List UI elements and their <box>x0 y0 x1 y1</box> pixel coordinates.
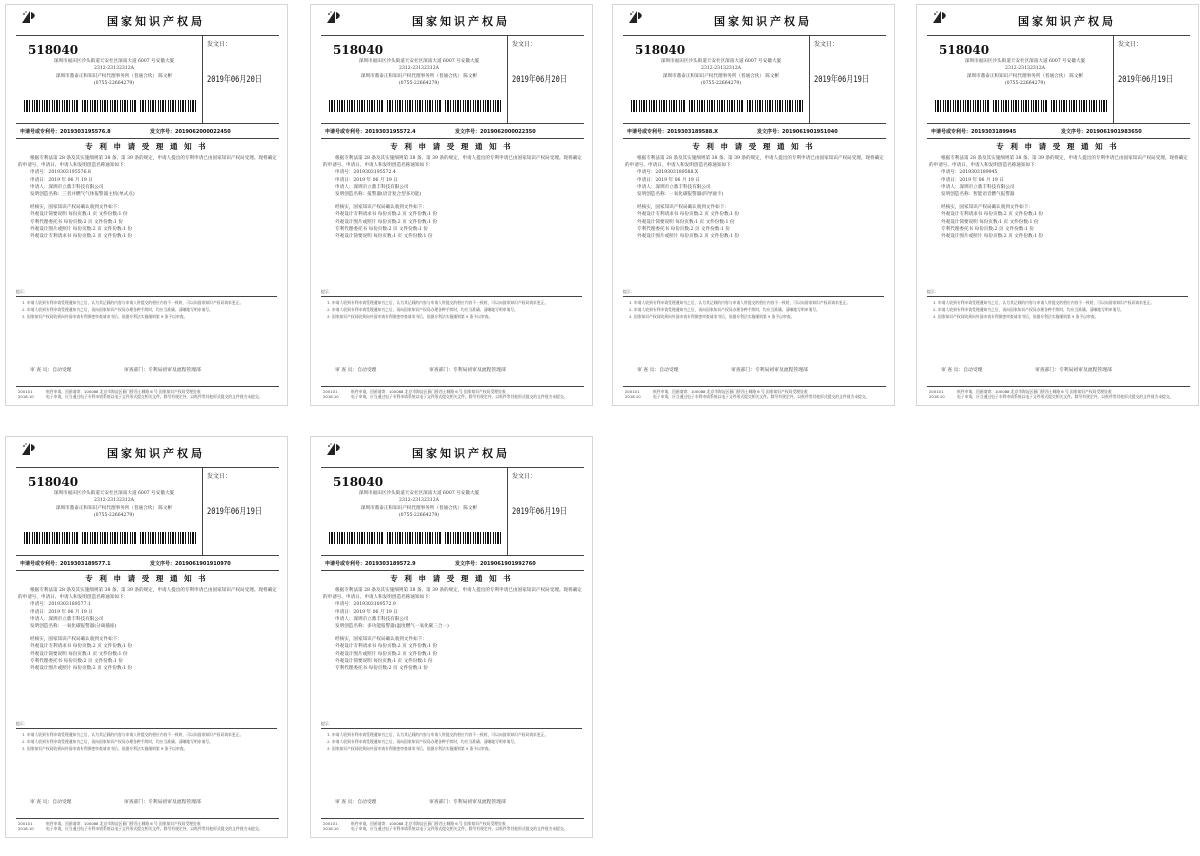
barcode <box>387 532 441 544</box>
tip-item: 3. 国家知识产权局收到向外国申请专利保密审查请求书后，依据专利法实施细则第 9 条予以审查。 <box>933 314 1099 319</box>
tip-item: 1. 申请人收到专利申请受理通知书之后，认为其记载的内容与申请人所提交的相应内容不一致时，可以向国家知识产权局请求更正。 <box>933 300 1155 305</box>
address-line: 深圳市福田区沙头街道天安社区深南大道 6007 号安徽大厦 <box>358 59 480 64</box>
address-line: 深圳市福田区沙头街道天安社区深南大道 6007 号安徽大厦 <box>964 59 1086 64</box>
reviewer: 审 查 员：自动受理 <box>941 368 983 373</box>
meta-bottom-divider <box>623 138 886 139</box>
address-line: 2312-23132312A <box>399 66 439 72</box>
application-meta <box>16 556 279 570</box>
review-department: 审查部门：专利局初审及流程管理部 <box>429 800 506 805</box>
notice-body <box>323 155 582 240</box>
review-department: 审查部门：专利局初审及流程管理部 <box>124 800 201 805</box>
serial-number-field: 发文序号：2019061901910970 <box>150 561 231 567</box>
footer-divider <box>927 386 1190 387</box>
meta-bottom-divider <box>927 138 1190 139</box>
meta-bottom-divider <box>16 570 279 571</box>
application-number-line: 申请号：2019303189588.X <box>637 170 699 176</box>
received-files-heading: 经核实，国家知识产权局确认收到文件如下： <box>335 637 427 643</box>
received-files-heading: 经核实，国家知识产权局确认收到文件如下： <box>941 205 1033 211</box>
application-number-field: 申请号或专利号：2019303195576.8 <box>20 129 111 135</box>
issue-date-label: 发文日： <box>207 473 232 480</box>
recipient-address <box>30 490 198 520</box>
issue-date-label: 发文日： <box>1118 41 1143 48</box>
received-file-item: 专利代理委托书 每份页数:2 页 文件份数:1 份 <box>30 219 123 225</box>
barcode <box>1051 100 1109 112</box>
tip-item: 2. 申请人收到专利申请受理通知书之后，再向国家知识产权局办理各种手续时，均应当准确、清晰地写明申请号。 <box>22 739 213 744</box>
review-department: 审查部门：专利局初审及流程管理部 <box>731 368 808 373</box>
notice-title: 专 利 申 请 受 理 通 知 书 <box>390 574 513 583</box>
reviewer: 审 查 员：自动受理 <box>30 800 72 805</box>
form-code: 200101 2018.10 <box>323 821 339 831</box>
received-files-heading: 经核实，国家知识产权局确认收到文件如下： <box>30 637 122 643</box>
footer-mailing-info: 纸件申请，回函请寄：100088 北京市海淀区蓟门桥西土城路 6 号 国家知识产权局受理处收 电子申请，应当通过电子专利申请系统以电子文件形式提交相关文件。除另有规定外，以纸件等其他形式提交的文件视为未提交。 <box>46 821 263 831</box>
barcode <box>329 532 383 544</box>
tip-item: 1. 申请人收到专利申请受理通知书之后，认为其记载的内容与申请人所提交的相应内容不一致时，可以向国家知识产权局请求更正。 <box>629 300 851 305</box>
patent-acceptance-notice <box>612 4 895 406</box>
address-line: 深圳市鼎泰正和知识产权代理事务所（普通合伙） 陈文彬 <box>662 73 780 79</box>
recipient-address <box>335 490 503 520</box>
notice-body <box>929 155 1188 240</box>
footer-divider <box>16 818 279 819</box>
application-meta <box>16 124 279 138</box>
notice-tips <box>321 288 582 320</box>
serial-number: 2019061901983650 <box>1086 129 1142 135</box>
application-number-line: 申请号：2019303189572.9 <box>335 602 396 608</box>
footer-mailing-info: 纸件申请，回函请寄：100088 北京市海淀区蓟门桥西土城路 6 号 国家知识产权局受理处收 电子申请，应当通过电子专利申请系统以电子文件形式提交相关文件。除另有规定外，以纸件等其他形式提交的文件视为未提交。 <box>653 389 870 399</box>
barcode <box>445 532 503 544</box>
form-code: 200101 2018.10 <box>323 389 339 399</box>
postcode: 518040 <box>28 43 79 57</box>
postcode: 518040 <box>635 43 686 57</box>
tip-item: 3. 国家知识产权局收到向外国申请专利保密审查请求书后，依据专利法实施细则第 9 条予以审查。 <box>22 746 188 751</box>
application-date-line: 申请日：2019 年 06 月 19 日 <box>30 177 93 183</box>
tips-title: 提示： <box>321 721 333 726</box>
address-line: (0755-22664279) <box>93 513 135 519</box>
received-file-item: 外观设计专利请求书 每份页数:2 页 文件份数:1 份 <box>30 234 133 240</box>
serial-number: 2019062000022450 <box>175 129 231 135</box>
serial-number-field: 发文序号：2019061901983650 <box>1061 129 1142 135</box>
barcode <box>82 100 136 112</box>
received-file-item: 专利代理委托书 每份页数:2 页 文件份数:1 份 <box>30 658 123 664</box>
received-file-item: 外观设计简要说明 每份页数:1 页 文件份数:1 份 <box>335 658 433 664</box>
notice-body <box>323 587 582 672</box>
notice-tips <box>927 288 1188 320</box>
received-file-item: 外观设计简要说明 每份页数:1 页 文件份数:1 份 <box>941 219 1039 225</box>
issue-date-label: 发文日： <box>207 41 232 48</box>
tips-title: 提示： <box>927 289 939 294</box>
cnipa-logo-icon <box>325 441 345 459</box>
tip-item: 3. 国家知识产权局收到向外国申请专利保密审查请求书后，依据专利法实施细则第 9 条予以审查。 <box>629 314 795 319</box>
footer-mailing-info: 纸件申请，回函请寄：100088 北京市海淀区蓟门桥西土城路 6 号 国家知识产权局受理处收 电子申请，应当通过电子专利申请系统以电子文件形式提交相关文件。除另有规定外，以纸件等其他形式提交的文件视为未提交。 <box>351 821 568 831</box>
applicant-line: 申请人：深圳市立鼎丰科技有限公司 <box>637 184 711 190</box>
barcode <box>993 100 1047 112</box>
address-line: 深圳市福田区沙头街道天安社区深南大道 6007 号安徽大厦 <box>53 491 175 496</box>
notice-tips <box>623 288 884 320</box>
serial-number: 2019061901910970 <box>175 561 231 567</box>
address-line: 深圳市福田区沙头街道天安社区深南大道 6007 号安徽大厦 <box>53 59 175 64</box>
barcode <box>747 100 805 112</box>
bureau-title: 国家知识产权局 <box>714 15 812 28</box>
review-department: 审查部门：专利局初审及流程管理部 <box>1035 368 1112 373</box>
invention-name-line: 发明创造名称：多功能报警器(温度燃气一氧化碳三合一) <box>335 624 449 630</box>
application-number: 2019303189577.1 <box>60 561 111 567</box>
barcode-row <box>329 532 505 544</box>
application-date-line: 申请日：2019 年 06 月 19 日 <box>637 177 700 183</box>
application-number-field: 申请号或专利号：2019303189572.9 <box>325 561 416 567</box>
intro-paragraph: 根据专利法第 28 条及其实施细则第 38 条、第 39 条的规定，申请人提出的专利申请已由国家知识产权局受理。现将确定的申请号、申请日、申请人和发明创造名称通知如下： <box>929 156 1188 169</box>
received-file-item: 外观设计专利请求书 每份页数:2 页 文件份数:1 份 <box>335 644 438 650</box>
received-file-item: 外观设计简要说明 每份页数:1 页 文件份数:1 份 <box>637 219 735 225</box>
footer-divider <box>16 386 279 387</box>
invention-name-line: 发明创造名称：智能语音燃气报警器 <box>941 192 1015 198</box>
invention-name-line: 发明创造名称：报警器(语音复合型多功能) <box>335 192 422 198</box>
issue-date: 2019年06月20日 <box>512 75 567 85</box>
application-number-line: 申请号：2019303189577.1 <box>30 602 91 608</box>
received-file-item: 专利代理委托书 每份页数:2 页 文件份数:1 份 <box>637 226 730 232</box>
serial-number-field: 发文序号：2019062000022450 <box>150 129 231 135</box>
serial-number-field: 发文序号：2019062000022350 <box>455 129 536 135</box>
form-code: 200101 2018.10 <box>625 389 641 399</box>
meta-bottom-divider <box>321 138 584 139</box>
barcode-row <box>329 100 505 112</box>
tips-title: 提示： <box>16 721 28 726</box>
issue-date-box <box>202 35 282 123</box>
notice-tips <box>321 720 582 752</box>
application-meta <box>927 124 1190 138</box>
address-line: 深圳市鼎泰正和知识产权代理事务所（普通合伙） 陈文彬 <box>55 505 173 511</box>
invention-name-line: 发明创造名称：一氧化碳报警器(四导通卡) <box>637 192 724 198</box>
issue-date-label: 发文日： <box>814 41 839 48</box>
application-meta <box>321 556 584 570</box>
recipient-address <box>637 58 805 88</box>
barcode <box>689 100 743 112</box>
cnipa-logo-icon <box>325 9 345 27</box>
received-files-heading: 经核实，国家知识产权局确认收到文件如下： <box>637 205 729 211</box>
address-line: 深圳市鼎泰正和知识产权代理事务所（普通合伙） 陈文彬 <box>360 505 478 511</box>
application-number: 2019303189945 <box>971 129 1017 135</box>
form-code: 200101 2018.10 <box>18 821 34 831</box>
tip-item: 1. 申请人收到专利申请受理通知书之后，认为其记载的内容与申请人所提交的相应内容不一致时，可以向国家知识产权局请求更正。 <box>22 300 244 305</box>
application-number-line: 申请号：2019303195576.8 <box>30 170 91 176</box>
application-number-field: 申请号或专利号：2019303189577.1 <box>20 561 111 567</box>
tip-item: 3. 国家知识产权局收到向外国申请专利保密审查请求书后，依据专利法实施细则第 9 条予以审查。 <box>22 314 188 319</box>
received-file-item: 外观设计专利请求书 每份页数:2 页 文件份数:1 份 <box>335 212 438 218</box>
review-department: 审查部门：专利局初审及流程管理部 <box>124 368 201 373</box>
cnipa-logo-icon <box>20 9 40 27</box>
issue-date: 2019年06月19日 <box>1118 75 1173 85</box>
barcode-row <box>24 532 200 544</box>
received-files-heading: 经核实，国家知识产权局确认收到文件如下： <box>30 205 122 211</box>
reviewer: 审 查 员：自动受理 <box>335 368 377 373</box>
issue-date-label: 发文日： <box>512 41 537 48</box>
review-department: 审查部门：专利局初审及流程管理部 <box>429 368 506 373</box>
tip-item: 2. 申请人收到专利申请受理通知书之后，再向国家知识产权局办理各种手续时，均应当准确、清晰地写明申请号。 <box>327 307 518 312</box>
received-file-item: 外观设计图片或照片 每份页数:2 页 文件份数:1 份 <box>335 651 438 657</box>
address-line: 2312-23132312A <box>399 498 439 504</box>
issue-date: 2019年06月19日 <box>814 75 869 85</box>
applicant-line: 申请人：深圳市立鼎丰科技有限公司 <box>941 184 1015 190</box>
reviewer: 审 查 员：自动受理 <box>30 368 72 373</box>
barcode <box>82 532 136 544</box>
footer-mailing-info: 纸件申请，回函请寄：100088 北京市海淀区蓟门桥西土城路 6 号 国家知识产权局受理处收 电子申请，应当通过电子专利申请系统以电子文件形式提交相关文件。除另有规定外，以纸件等其他形式提交的文件视为未提交。 <box>351 389 568 399</box>
issue-date-box <box>1113 35 1193 123</box>
notice-title: 专 利 申 请 受 理 通 知 书 <box>996 142 1119 151</box>
notice-title: 专 利 申 请 受 理 通 知 书 <box>85 574 208 583</box>
intro-paragraph: 根据专利法第 28 条及其实施细则第 38 条、第 39 条的规定，申请人提出的专利申请已由国家知识产权局受理。现将确定的申请号、申请日、申请人和发明创造名称通知如下： <box>18 156 277 169</box>
application-number-field: 申请号或专利号：2019303189588.X <box>627 129 718 135</box>
cnipa-logo-icon <box>20 441 40 459</box>
barcode <box>631 100 685 112</box>
received-file-item: 专利代理委托书 每份页数:2 页 文件份数:1 份 <box>335 226 428 232</box>
bureau-title: 国家知识产权局 <box>1018 15 1116 28</box>
application-number: 2019303189588.X <box>667 129 718 135</box>
address-line: 2312-23132312A <box>94 498 134 504</box>
patent-acceptance-notice <box>310 4 593 406</box>
cnipa-logo-icon <box>627 9 647 27</box>
postcode: 518040 <box>28 475 79 489</box>
postcode: 518040 <box>333 43 384 57</box>
issue-date-box <box>809 35 889 123</box>
applicant-line: 申请人：深圳市立鼎丰科技有限公司 <box>335 184 409 190</box>
reviewer: 审 查 员：自动受理 <box>637 368 679 373</box>
received-file-item: 外观设计专利请求书 每份页数:2 页 文件份数:1 份 <box>637 212 740 218</box>
application-number-line: 申请号：2019303189945 <box>941 170 998 176</box>
serial-number: 2019061901992760 <box>480 561 536 567</box>
cnipa-logo-icon <box>931 9 951 27</box>
postcode: 518040 <box>333 475 384 489</box>
applicant-line: 申请人：深圳市立鼎丰科技有限公司 <box>30 184 104 190</box>
received-file-item: 专利代理委托书 每份页数:2 页 文件份数:1 份 <box>335 666 428 672</box>
address-line: (0755-22664279) <box>1004 81 1046 87</box>
patent-acceptance-notice <box>5 4 288 406</box>
meta-bottom-divider <box>321 570 584 571</box>
notice-title: 专 利 申 请 受 理 通 知 书 <box>85 142 208 151</box>
application-number: 2019303195576.8 <box>60 129 111 135</box>
patent-acceptance-notice <box>310 436 593 838</box>
invention-name-line: 发明创造名称：一氧化碳报警器(分离插座) <box>30 624 117 630</box>
application-number-field: 申请号或专利号：2019303189945 <box>931 129 1017 135</box>
barcode-row <box>24 100 200 112</box>
notice-body <box>18 587 277 672</box>
tip-item: 1. 申请人收到专利申请受理通知书之后，认为其记载的内容与申请人所提交的相应内容不一致时，可以向国家知识产权局请求更正。 <box>22 732 244 737</box>
recipient-address <box>335 58 503 88</box>
reviewer: 审 查 员：自动受理 <box>335 800 377 805</box>
postcode: 518040 <box>939 43 990 57</box>
intro-paragraph: 根据专利法第 28 条及其实施细则第 38 条、第 39 条的规定，申请人提出的专利申请已由国家知识产权局受理。现将确定的申请号、申请日、申请人和发明创造名称通知如下： <box>323 588 582 601</box>
notice-tips <box>16 720 277 752</box>
application-date-line: 申请日：2019 年 06 月 19 日 <box>335 177 398 183</box>
serial-number-field: 发文序号：2019061901992760 <box>455 561 536 567</box>
address-line: (0755-22664279) <box>398 81 440 87</box>
tip-item: 3. 国家知识产权局收到向外国申请专利保密审查请求书后，依据专利法实施细则第 9 条予以审查。 <box>327 314 493 319</box>
bureau-title: 国家知识产权局 <box>107 447 205 460</box>
address-line: 2312-23132312A <box>94 66 134 72</box>
application-date-line: 申请日：2019 年 06 月 19 日 <box>30 609 93 615</box>
serial-number: 2019061901951040 <box>782 129 838 135</box>
barcode <box>140 100 198 112</box>
tip-item: 2. 申请人收到专利申请受理通知书之后，再向国家知识产权局办理各种手续时，均应当准确、清晰地写明申请号。 <box>327 739 518 744</box>
bureau-title: 国家知识产权局 <box>412 15 510 28</box>
application-number-field: 申请号或专利号：2019303195572.4 <box>325 129 416 135</box>
received-file-item: 外观设计图片或照片 每份页数:2 页 文件份数:1 份 <box>30 226 133 232</box>
received-file-item: 外观设计专利请求书 每份页数:2 页 文件份数:1 份 <box>941 212 1044 218</box>
received-file-item: 外观设计专利请求书 每份页数:2 页 文件份数:1 份 <box>30 644 133 650</box>
footer-mailing-info: 纸件申请，回函请寄：100088 北京市海淀区蓟门桥西土城路 6 号 国家知识产权局受理处收 电子申请，应当通过电子专利申请系统以电子文件形式提交相关文件。除另有规定外，以纸件等其他形式提交的文件视为未提交。 <box>957 389 1174 399</box>
tip-item: 3. 国家知识产权局收到向外国申请专利保密审查请求书后，依据专利法实施细则第 9 条予以审查。 <box>327 746 493 751</box>
issue-date: 2019年06月19日 <box>207 507 262 517</box>
address-line: (0755-22664279) <box>700 81 742 87</box>
received-file-item: 外观设计简要说明 每份页数:1 页 文件份数:1 份 <box>30 651 128 657</box>
address-line: 深圳市福田区沙头街道天安社区深南大道 6007 号安徽大厦 <box>660 59 782 64</box>
barcode <box>24 532 78 544</box>
address-line: 深圳市鼎泰正和知识产权代理事务所（普通合伙） 陈文彬 <box>55 73 173 79</box>
bureau-title: 国家知识产权局 <box>107 15 205 28</box>
tip-item: 2. 申请人收到专利申请受理通知书之后，再向国家知识产权局办理各种手续时，均应当准确、清晰地写明申请号。 <box>629 307 820 312</box>
meta-bottom-divider <box>16 138 279 139</box>
received-file-item: 外观设计图片或照片 每份页数:2 页 文件份数:1 份 <box>335 219 438 225</box>
notice-title: 专 利 申 请 受 理 通 知 书 <box>692 142 815 151</box>
barcode <box>24 100 78 112</box>
issue-date-box <box>507 35 587 123</box>
address-line: (0755-22664279) <box>398 513 440 519</box>
address-line: 2312-23132312A <box>1005 66 1045 72</box>
intro-paragraph: 根据专利法第 28 条及其实施细则第 38 条、第 39 条的规定，申请人提出的专利申请已由国家知识产权局受理。现将确定的申请号、申请日、申请人和发明创造名称通知如下： <box>323 156 582 169</box>
notice-title: 专 利 申 请 受 理 通 知 书 <box>390 142 513 151</box>
address-line: 深圳市鼎泰正和知识产权代理事务所（普通合伙） 陈文彬 <box>966 73 1084 79</box>
tips-title: 提示： <box>623 289 635 294</box>
issue-date-label: 发文日： <box>512 473 537 480</box>
issue-date: 2019年06月20日 <box>207 75 262 85</box>
address-line: 2312-23132312A <box>701 66 741 72</box>
received-file-item: 外观设计简要说明 每份页数:1 页 文件份数:1 份 <box>30 212 128 218</box>
barcode <box>935 100 989 112</box>
issue-date: 2019年06月19日 <box>512 507 567 517</box>
footer-divider <box>321 818 584 819</box>
barcode <box>329 100 383 112</box>
application-meta <box>321 124 584 138</box>
patent-acceptance-notice <box>5 436 288 838</box>
tip-item: 1. 申请人收到专利申请受理通知书之后，认为其记载的内容与申请人所提交的相应内容不一致时，可以向国家知识产权局请求更正。 <box>327 300 549 305</box>
notice-body <box>625 155 884 240</box>
issue-date-box <box>507 467 587 555</box>
footer-divider <box>623 386 886 387</box>
address-line: 深圳市鼎泰正和知识产权代理事务所（普通合伙） 陈文彬 <box>360 73 478 79</box>
intro-paragraph: 根据专利法第 28 条及其实施细则第 38 条、第 39 条的规定，申请人提出的专利申请已由国家知识产权局受理。现将确定的申请号、申请日、申请人和发明创造名称通知如下： <box>625 156 884 169</box>
address-line: (0755-22664279) <box>93 81 135 87</box>
application-date-line: 申请日：2019 年 06 月 19 日 <box>335 609 398 615</box>
intro-paragraph: 根据专利法第 28 条及其实施细则第 38 条、第 39 条的规定，申请人提出的专利申请已由国家知识产权局受理。现将确定的申请号、申请日、申请人和发明创造名称通知如下： <box>18 588 277 601</box>
received-file-item: 外观设计简要说明 每份页数:1 页 文件份数:1 份 <box>335 234 433 240</box>
tip-item: 1. 申请人收到专利申请受理通知书之后，认为其记载的内容与申请人所提交的相应内容不一致时，可以向国家知识产权局请求更正。 <box>327 732 549 737</box>
notice-body <box>18 155 277 240</box>
tips-title: 提示： <box>16 289 28 294</box>
received-files-heading: 经核实，国家知识产权局确认收到文件如下： <box>335 205 427 211</box>
barcode-row <box>631 100 807 112</box>
received-file-item: 外观设计图片或照片 每份页数:2 页 文件份数:1 份 <box>941 234 1044 240</box>
serial-number-field: 发文序号：2019061901951040 <box>757 129 838 135</box>
footer-divider <box>321 386 584 387</box>
barcode <box>445 100 503 112</box>
application-meta <box>623 124 886 138</box>
recipient-address <box>30 58 198 88</box>
application-date-line: 申请日：2019 年 06 月 19 日 <box>941 177 1004 183</box>
bureau-title: 国家知识产权局 <box>412 447 510 460</box>
received-file-item: 外观设计图片或照片 每份页数:2 页 文件份数:1 份 <box>30 666 133 672</box>
form-code: 200101 2018.10 <box>929 389 945 399</box>
applicant-line: 申请人：深圳市立鼎丰科技有限公司 <box>335 616 409 622</box>
application-number-line: 申请号：2019303195572.4 <box>335 170 396 176</box>
issue-date-box <box>202 467 282 555</box>
patent-acceptance-notice <box>916 4 1199 406</box>
application-number: 2019303195572.4 <box>365 129 416 135</box>
notice-tips <box>16 288 277 320</box>
tip-item: 2. 申请人收到专利申请受理通知书之后，再向国家知识产权局办理各种手续时，均应当准确、清晰地写明申请号。 <box>22 307 213 312</box>
tip-item: 2. 申请人收到专利申请受理通知书之后，再向国家知识产权局办理各种手续时，均应当准确、清晰地写明申请号。 <box>933 307 1124 312</box>
received-file-item: 专利代理委托书 每份页数:2 页 文件份数:1 份 <box>941 226 1034 232</box>
received-file-item: 外观设计图片或照片 每份页数:2 页 文件份数:1 份 <box>637 234 740 240</box>
recipient-address <box>941 58 1109 88</box>
application-number: 2019303189572.9 <box>365 561 416 567</box>
barcode <box>140 532 198 544</box>
invention-name-line: 发明创造名称：三者并燃气气体报警器主机(单式点) <box>30 192 135 198</box>
serial-number: 2019062000022350 <box>480 129 536 135</box>
tips-title: 提示： <box>321 289 333 294</box>
form-code: 200101 2018.10 <box>18 389 34 399</box>
footer-mailing-info: 纸件申请，回函请寄：100088 北京市海淀区蓟门桥西土城路 6 号 国家知识产权局受理处收 电子申请，应当通过电子专利申请系统以电子文件形式提交相关文件。除另有规定外，以纸件等其他形式提交的文件视为未提交。 <box>46 389 263 399</box>
address-line: 深圳市福田区沙头街道天安社区深南大道 6007 号安徽大厦 <box>358 491 480 496</box>
barcode-row <box>935 100 1111 112</box>
applicant-line: 申请人：深圳市立鼎丰科技有限公司 <box>30 616 104 622</box>
barcode <box>387 100 441 112</box>
